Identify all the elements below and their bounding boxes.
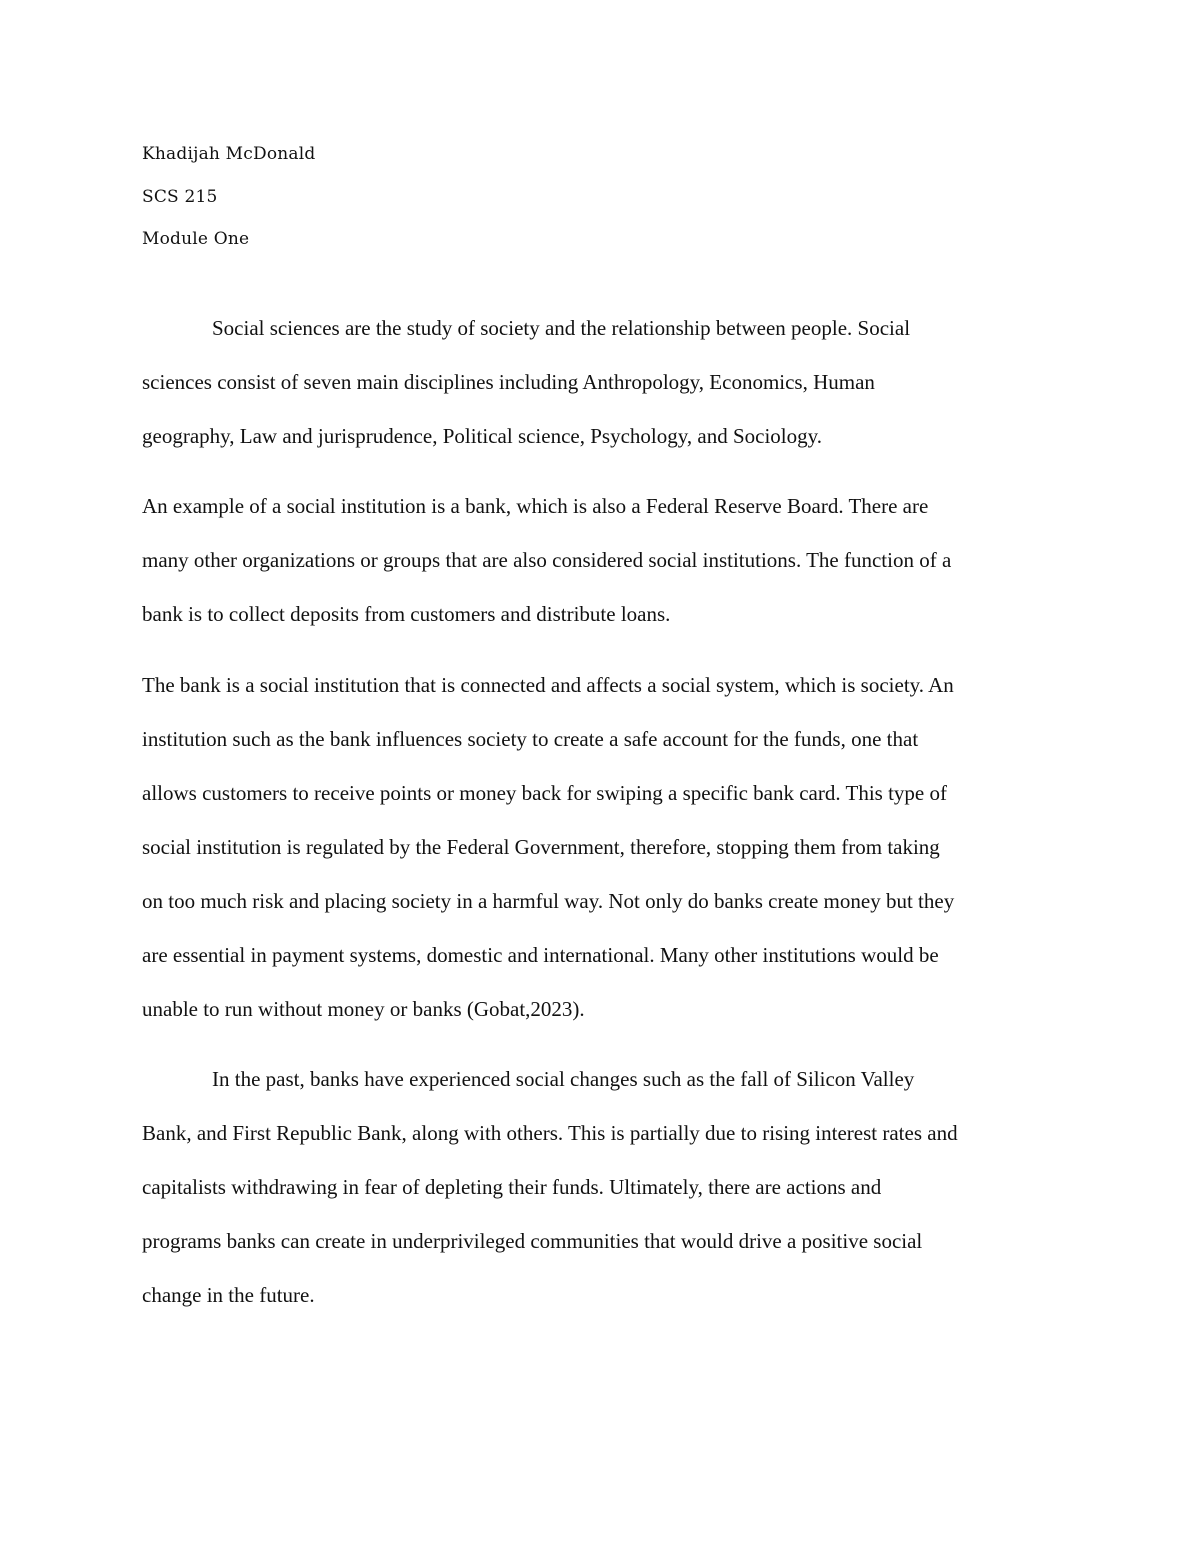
paragraph-line: change in the future.	[142, 1283, 315, 1307]
paragraph-line: geography, Law and jurisprudence, Political science, Psychology, and Sociology.	[142, 424, 822, 448]
paragraph-line: allows customers to receive points or money back for swiping a specific bank card. This type of	[142, 781, 947, 805]
paragraph-line: sciences consist of seven main disciplines including Anthropology, Economics, Human	[142, 370, 875, 394]
paragraph-line: The bank is a social institution that is connected and affects a social system, which is society. An	[142, 673, 954, 697]
paragraph-line: Bank, and First Republic Bank, along with others. This is partially due to rising interest rates and	[142, 1121, 958, 1145]
paragraph-line: An example of a social institution is a bank, which is also a Federal Reserve Board. There are	[142, 494, 929, 518]
paragraph-line: are essential in payment systems, domestic and international. Many other institutions would be	[142, 943, 939, 967]
paragraph-line: Social sciences are the study of society and the relationship between people. Social	[212, 316, 911, 340]
paragraph-line: programs banks can create in underprivileged communities that would drive a positive social	[142, 1229, 923, 1253]
module-title: Module One	[142, 229, 250, 249]
paragraph-line: social institution is regulated by the Federal Government, therefore, stopping them from taking	[142, 835, 940, 859]
paragraph-line: capitalists withdrawing in fear of depleting their funds. Ultimately, there are actions and	[142, 1175, 882, 1199]
paragraph-line: In the past, banks have experienced social changes such as the fall of Silicon Valley	[212, 1067, 915, 1091]
paragraph-line: on too much risk and placing society in a harmful way. Not only do banks create money but they	[142, 889, 955, 913]
paragraph-line: many other organizations or groups that are also considered social institutions. The function of a	[142, 548, 952, 572]
course-code: SCS 215	[142, 187, 218, 207]
paragraph-line: bank is to collect deposits from customers and distribute loans.	[142, 602, 671, 626]
author-name: Khadijah McDonald	[142, 144, 316, 164]
paragraph-line: unable to run without money or banks (Gobat,2023).	[142, 997, 585, 1021]
paragraph-line: institution such as the bank influences society to create a safe account for the funds, one that	[142, 727, 919, 751]
